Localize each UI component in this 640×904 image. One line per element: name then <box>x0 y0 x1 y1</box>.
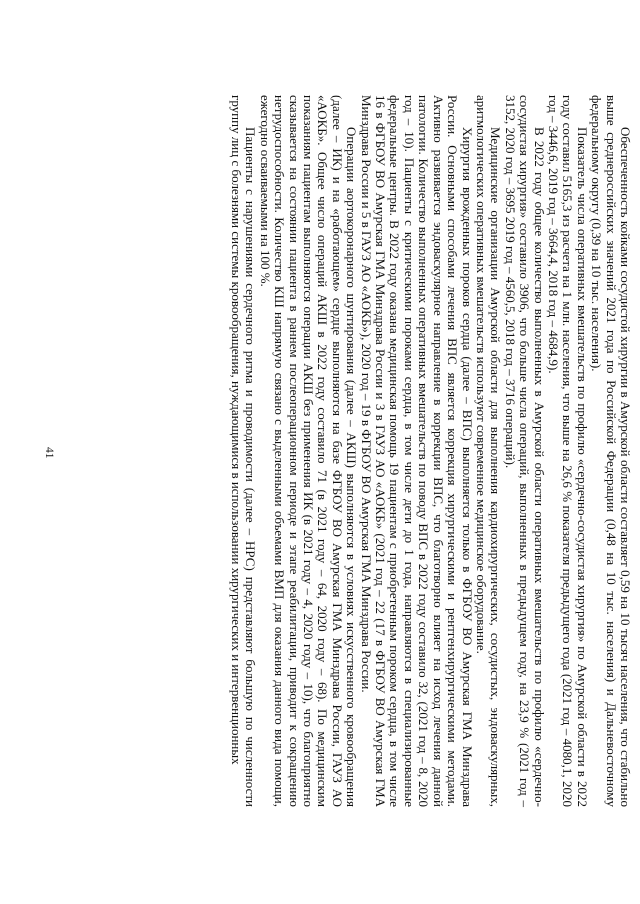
paragraph-equipment: Медицинские организации Амурской области для выполнения кардиохирургических, сосудистых, эндоваскулярных, аритмологических оперативных вмешательств используют современное медицинское оборудование. <box>473 95 504 807</box>
paragraph-bed-supply: Обеспеченность койками сосудистой хирургии в Амурской области составляет 0,59 на 10 тысяч населения, что стабильно выше среднероссийских значений 2021 года по Российской Федерации (0,48 на 10 тыс. населения) и Дальневосточному федеральному округу (0,39 на 10 тыс. населения). <box>589 95 633 807</box>
page-number: 41 <box>43 447 55 459</box>
paragraph-arrhythmia: Пациенты с нарушениями сердечного ритма и проводимости (далее – НРС) представляют большую по численности группу лиц с болезнями системы кровообращения, нуждающимися в использовании хирургических и интервенционных <box>229 95 259 807</box>
document-body <box>229 95 632 807</box>
paragraph-surgery-rate: Показатель числа оперативных вмешательств по профилю «сердечно-сосудистая хирургия» по Амурской области в 2022 году составил 5165,3 из расчета на 1 млн. населения, что выше на 26,6 % показателя предыдущего года (2021 год – 4080,1, 2020 год – 3446,6, 2019 год – 3664,4, 2018 год – 4684,9). <box>545 95 590 807</box>
paragraph-congenital-defects: Хирургия врожденных пороков сердца (далее – ВПС) выполняется только в ФГБОУ ВО Амурская ГМА Минздрава России. Основными способами лечения ВПС является коррекция хирургическими и рентгенхирургическими методами. Активно развивается эндоваскулярное направление в коррекции ВПС, что благотворно влияет на исход лечения данной патологии. Количество выполненных оперативных вмешательств по поводу ВПС в 2022 году составило 32, (2021 год – 8, 2020 год – 10). Пациенты с критическими пороками сердца, в том числе дети до 1 года, направляются в специализированные федеральные центры. В 2022 году оказана медицинская помощь 19 пациентам с приобретенным пороком сердца, в том числе 16 в ФГБОУ ВО Амурская ГМА Минздрава России и 3 в ГАУЗ АО «АОКБ» (2021 год – 22 (17 в ФГБОУ ВО Амурская ГМА Минздрава России и 5 в ГАУЗ АО «АОКБ»), 2020 год – 19 в ФГБОУ ВО Амурская ГМА Минздрава России. <box>358 95 475 807</box>
paragraph-bypass-surgery: Операции аортокоронарного шунтирования (далее – АКШ) выполняются в условиях искусственного кровообращения (далее – ИК) и на «работающем» сердце выполняются на базе ФГБОУ ВО Амурская ГМА Минздрава России, ГАУЗ АО «АОКБ». Общее число операций АКШ в 2022 году составило 71 (в 2021 году – 64, 2020 году – 68). По медицинским показаниям пациентам выполняются операции АКШ без применения ИК (в 2021 году – 4, 2020 году – 10), что благоприятно сказывается на состоянии пациента в раннем послеоперационном периоде и этапе реабилитации, приводит к сокращению нетрудоспособности. Количество КШ напрямую связано с выделенными объемами ВМП для оказания данного вида помощи, ежегодно осваиваемыми на 100 %. <box>257 95 360 807</box>
paragraph-surgery-count: В 2022 году общее количество выполненных в Амурской области оперативных вмешательств по профилю «сердечно-сосудистая хирургия» составило 3906, что больше числа операций, выполненных в предыдущем году, на 23,9 % (2021 год – 3152, 2020 год – 3695 2019 год – 4560,5, 2018 год – 3716 операций). <box>502 95 547 807</box>
